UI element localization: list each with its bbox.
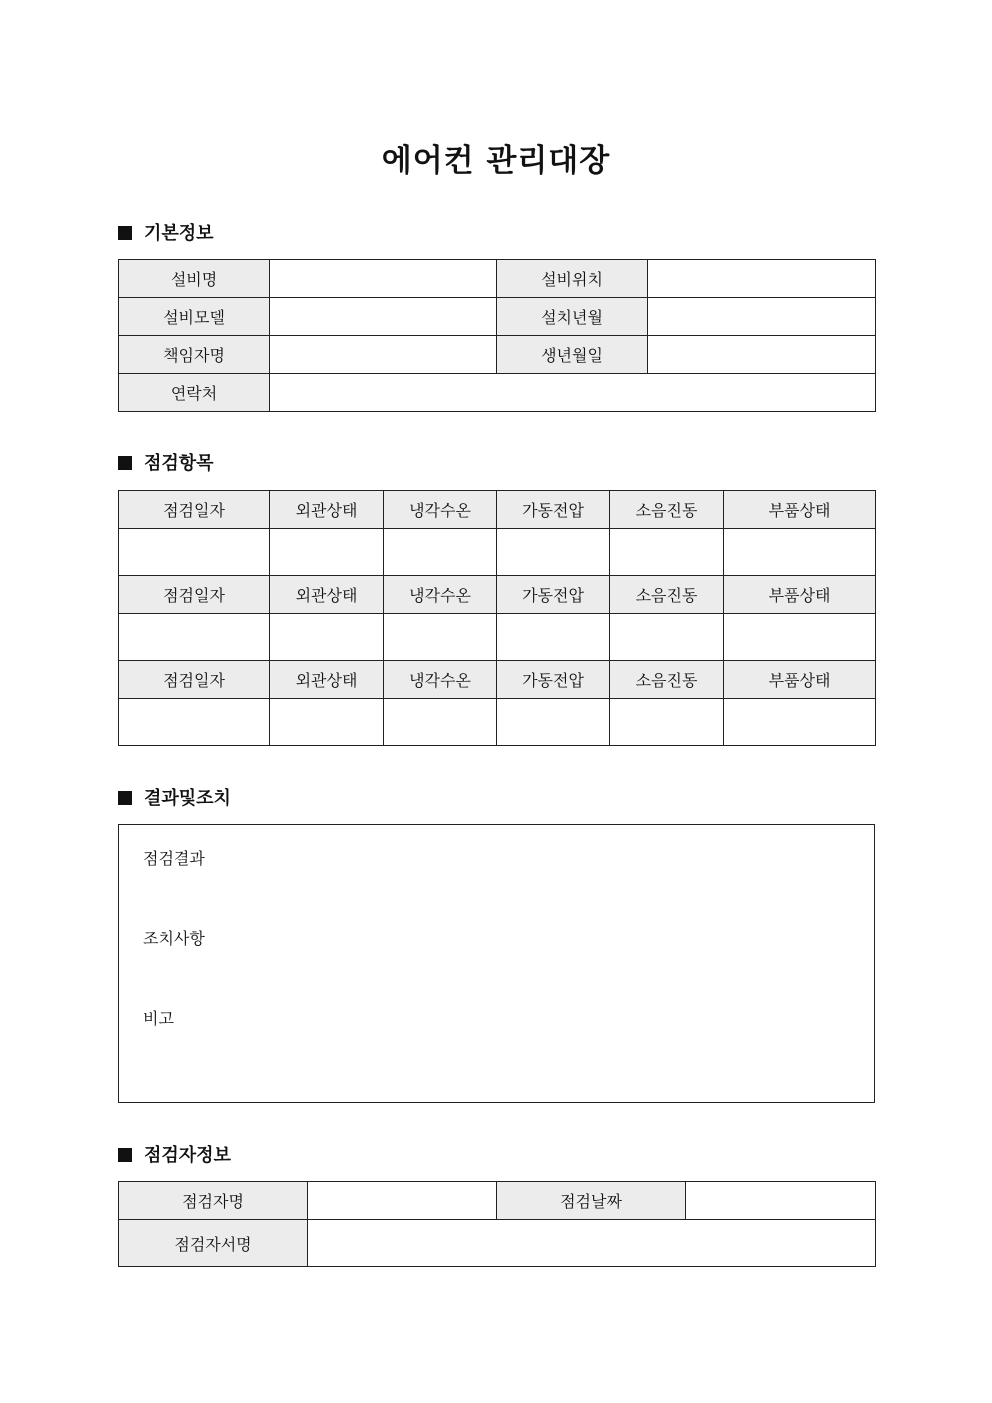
inspector-signature-label: 점검자서명 bbox=[119, 1220, 308, 1267]
section-title: 결과및조치 bbox=[144, 788, 231, 809]
inspection-header-row bbox=[119, 491, 876, 529]
noise-vibration-cell[interactable] bbox=[610, 699, 724, 746]
section-heading-inspection bbox=[118, 452, 214, 476]
table-row bbox=[119, 298, 876, 336]
col-exterior-condition: 외관상태 bbox=[270, 491, 384, 529]
manager-name-label: 책임자명 bbox=[119, 336, 270, 374]
exterior-condition-cell[interactable] bbox=[270, 614, 384, 661]
section-heading-results bbox=[118, 787, 231, 811]
inspection-header-row bbox=[119, 576, 876, 614]
action-taken-label: 조치사항 bbox=[143, 929, 205, 948]
coolant-temp-cell[interactable] bbox=[384, 699, 497, 746]
col-parts-condition: 부품상태 bbox=[724, 661, 876, 699]
parts-condition-cell[interactable] bbox=[724, 699, 876, 746]
col-operating-voltage: 가동전압 bbox=[497, 576, 610, 614]
manager-name-field[interactable] bbox=[270, 336, 497, 374]
col-noise-vibration: 소음진동 bbox=[610, 661, 724, 699]
facility-name-label: 설비명 bbox=[119, 260, 270, 298]
col-coolant-temp: 냉각수온 bbox=[384, 661, 497, 699]
install-date-field[interactable] bbox=[648, 298, 876, 336]
facility-model-field[interactable] bbox=[270, 298, 497, 336]
operating-voltage-cell[interactable] bbox=[497, 699, 610, 746]
section-heading-inspector bbox=[118, 1144, 231, 1168]
col-coolant-temp: 냉각수온 bbox=[384, 576, 497, 614]
inspection-entry-row bbox=[119, 614, 876, 661]
square-bullet-icon bbox=[118, 456, 132, 470]
inspection-date-field[interactable] bbox=[686, 1182, 876, 1220]
facility-location-label: 설비위치 bbox=[497, 260, 648, 298]
operating-voltage-cell[interactable] bbox=[497, 529, 610, 576]
table-row bbox=[119, 336, 876, 374]
inspection-table bbox=[118, 490, 876, 746]
exterior-condition-cell[interactable] bbox=[270, 529, 384, 576]
col-inspection-date: 점검일자 bbox=[119, 576, 270, 614]
section-title: 점검자정보 bbox=[144, 1145, 231, 1166]
col-inspection-date: 점검일자 bbox=[119, 661, 270, 699]
table-row bbox=[119, 374, 876, 412]
contact-field[interactable] bbox=[270, 374, 876, 412]
section-title: 기본정보 bbox=[144, 223, 214, 244]
remarks-label: 비고 bbox=[143, 1009, 174, 1028]
exterior-condition-cell[interactable] bbox=[270, 699, 384, 746]
inspection-date-cell[interactable] bbox=[119, 529, 270, 576]
birth-date-field[interactable] bbox=[648, 336, 876, 374]
col-coolant-temp: 냉각수온 bbox=[384, 491, 497, 529]
operating-voltage-cell[interactable] bbox=[497, 614, 610, 661]
results-box[interactable] bbox=[118, 824, 875, 1103]
noise-vibration-cell[interactable] bbox=[610, 614, 724, 661]
square-bullet-icon bbox=[118, 226, 132, 240]
inspection-entry-row bbox=[119, 699, 876, 746]
noise-vibration-cell[interactable] bbox=[610, 529, 724, 576]
basic-info-table bbox=[118, 259, 876, 412]
col-exterior-condition: 외관상태 bbox=[270, 661, 384, 699]
facility-name-field[interactable] bbox=[270, 260, 497, 298]
inspection-date-label: 점검날짜 bbox=[497, 1182, 686, 1220]
col-exterior-condition: 외관상태 bbox=[270, 576, 384, 614]
table-row bbox=[119, 1182, 876, 1220]
col-noise-vibration: 소음진동 bbox=[610, 576, 724, 614]
section-heading-basic-info bbox=[118, 222, 214, 246]
inspector-signature-field[interactable] bbox=[308, 1220, 876, 1267]
col-inspection-date: 점검일자 bbox=[119, 491, 270, 529]
square-bullet-icon bbox=[118, 791, 132, 805]
birth-date-label: 생년월일 bbox=[497, 336, 648, 374]
coolant-temp-cell[interactable] bbox=[384, 614, 497, 661]
col-parts-condition: 부품상태 bbox=[724, 576, 876, 614]
inspector-name-label: 점검자명 bbox=[119, 1182, 308, 1220]
col-operating-voltage: 가동전압 bbox=[497, 661, 610, 699]
facility-location-field[interactable] bbox=[648, 260, 876, 298]
col-parts-condition: 부품상태 bbox=[724, 491, 876, 529]
install-date-label: 설치년월 bbox=[497, 298, 648, 336]
inspection-entry-row bbox=[119, 529, 876, 576]
inspection-header-row bbox=[119, 661, 876, 699]
table-row bbox=[119, 260, 876, 298]
section-title: 점검항목 bbox=[144, 453, 214, 474]
page-title: 에어컨 관리대장 bbox=[381, 143, 611, 179]
col-noise-vibration: 소음진동 bbox=[610, 491, 724, 529]
inspection-date-cell[interactable] bbox=[119, 614, 270, 661]
contact-label: 연락처 bbox=[119, 374, 270, 412]
inspector-name-field[interactable] bbox=[308, 1182, 497, 1220]
parts-condition-cell[interactable] bbox=[724, 614, 876, 661]
table-row bbox=[119, 1220, 876, 1267]
coolant-temp-cell[interactable] bbox=[384, 529, 497, 576]
inspection-date-cell[interactable] bbox=[119, 699, 270, 746]
col-operating-voltage: 가동전압 bbox=[497, 491, 610, 529]
inspector-table bbox=[118, 1181, 876, 1267]
inspection-result-label: 점검결과 bbox=[143, 849, 205, 868]
square-bullet-icon bbox=[118, 1148, 132, 1162]
parts-condition-cell[interactable] bbox=[724, 529, 876, 576]
facility-model-label: 설비모델 bbox=[119, 298, 270, 336]
